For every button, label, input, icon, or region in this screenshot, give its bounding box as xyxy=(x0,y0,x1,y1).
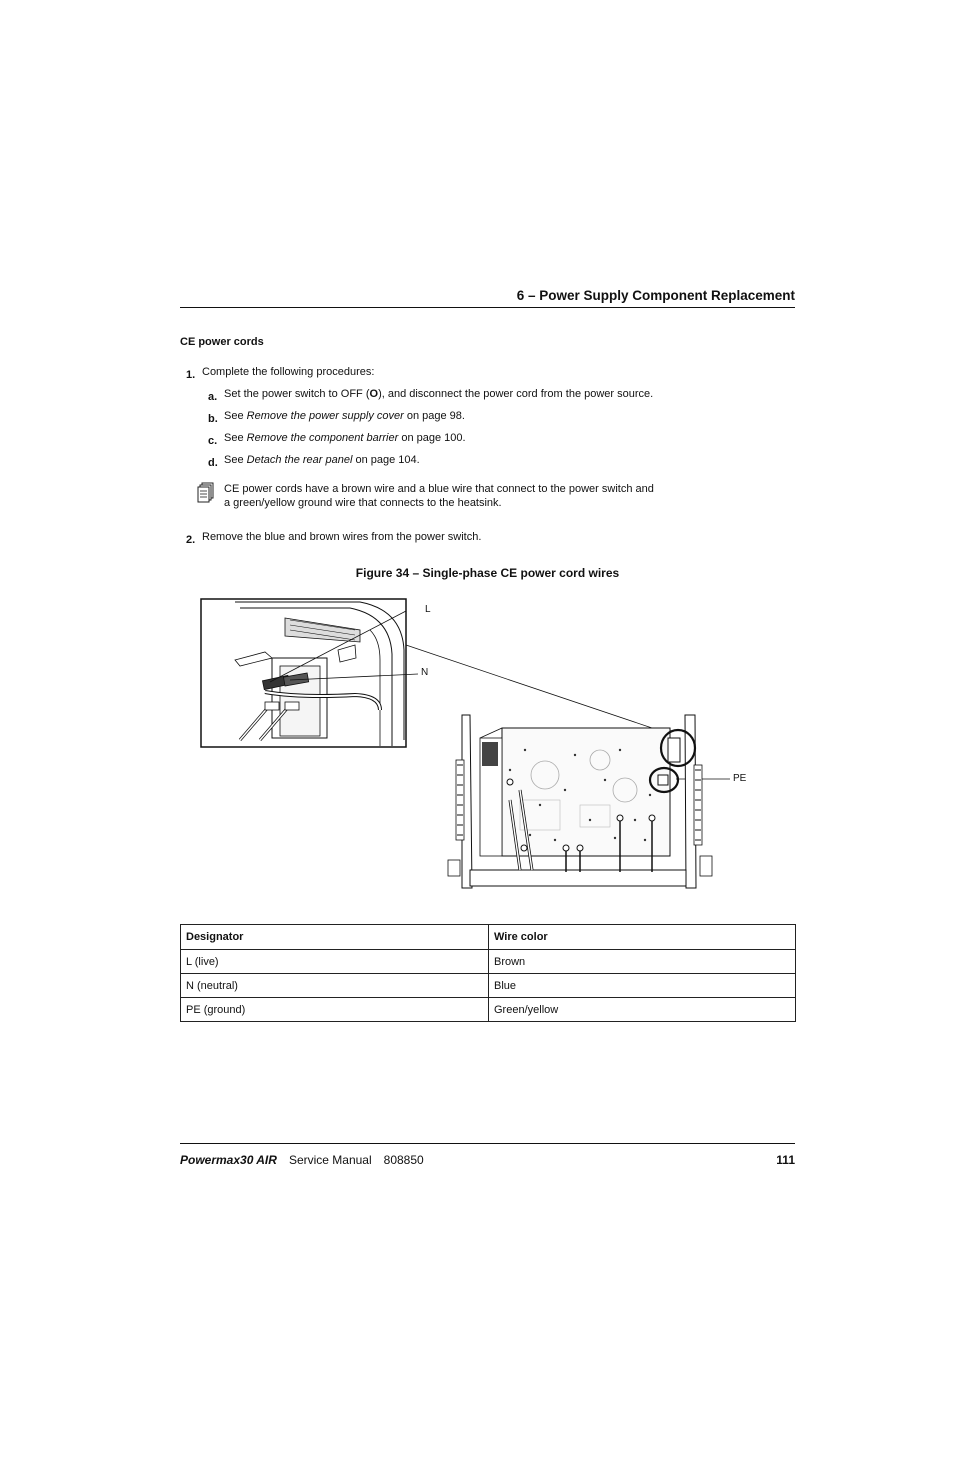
product-name: Powermax30 AIR xyxy=(180,1153,277,1167)
power-supply-unit xyxy=(448,715,712,888)
substep-letter: a. xyxy=(208,391,218,403)
substep-text: See xyxy=(224,432,247,444)
step-1-text: Complete the following procedures: xyxy=(202,366,375,378)
substep-c-text xyxy=(224,431,466,445)
substep-a-text xyxy=(224,387,653,401)
callout-label-pe: PE xyxy=(733,773,747,784)
substep-letter: d. xyxy=(208,457,218,469)
substep-d xyxy=(208,453,218,471)
part-number: 808850 xyxy=(383,1153,424,1167)
table-header-row xyxy=(181,925,796,950)
substep-a xyxy=(208,387,217,405)
substep-text: on page 98. xyxy=(403,410,465,422)
step-1 xyxy=(186,365,195,383)
footer xyxy=(180,1153,424,1167)
callout-label-n: N xyxy=(421,667,429,678)
note-line-2: a green/yellow ground wire that connects to the heatsink. xyxy=(224,497,502,509)
zoom-line xyxy=(406,645,658,730)
chapter-title: 6 – Power Supply Component Replacement xyxy=(516,288,795,303)
substep-b xyxy=(208,409,218,427)
table-cell: Green/yellow xyxy=(489,998,796,1022)
wire-color-table xyxy=(180,924,796,1022)
substep-text: on page 100. xyxy=(398,432,466,444)
table-row xyxy=(181,974,796,998)
substep-c xyxy=(208,431,217,449)
substep-letter: c. xyxy=(208,435,218,447)
substep-b-text xyxy=(224,409,465,423)
column-header-designator: Designator xyxy=(181,925,489,950)
cross-reference-link[interactable]: Remove the power supply cover xyxy=(246,410,404,422)
note-icon xyxy=(197,482,215,504)
page-number: 111 xyxy=(776,1153,795,1167)
table-row xyxy=(181,998,796,1022)
manual-title: Service Manual xyxy=(288,1153,372,1167)
substep-letter: b. xyxy=(208,413,218,425)
substep-d-text xyxy=(224,453,420,467)
substep-text: See xyxy=(224,410,247,422)
table-cell: Blue xyxy=(489,974,796,998)
step-number: 1. xyxy=(186,369,196,381)
table-cell: PE (ground) xyxy=(181,998,489,1022)
power-cord-wires-figure xyxy=(180,590,780,900)
cross-reference-link[interactable]: Remove the component barrier xyxy=(246,432,399,444)
detail-inset xyxy=(201,599,406,747)
figure-caption: Figure 34 – Single-phase CE power cord wires xyxy=(355,566,620,580)
substep-text: ), and disconnect the power cord from the power source. xyxy=(378,388,654,400)
step-2 xyxy=(186,530,195,548)
footer-rule xyxy=(180,1143,795,1144)
table-cell: N (neutral) xyxy=(181,974,489,998)
section-title: CE power cords xyxy=(180,336,264,348)
substep-text: Set the power switch to OFF ( xyxy=(224,388,370,400)
step-2-text: Remove the blue and brown wires from the power switch. xyxy=(202,531,482,543)
header-rule xyxy=(180,307,795,308)
cross-reference-link[interactable]: Detach the rear panel xyxy=(246,454,353,466)
table-cell: Brown xyxy=(489,950,796,974)
table-row xyxy=(181,950,796,974)
column-header-wire-color: Wire color xyxy=(489,925,796,950)
callout-label-l: L xyxy=(425,604,431,615)
off-symbol: O xyxy=(369,388,379,400)
substep-text: on page 104. xyxy=(352,454,420,466)
table-cell: L (live) xyxy=(181,950,489,974)
substep-text: See xyxy=(224,454,247,466)
note-line-1: CE power cords have a brown wire and a blue wire that connect to the power switch and xyxy=(224,483,654,495)
step-number: 2. xyxy=(186,534,196,546)
